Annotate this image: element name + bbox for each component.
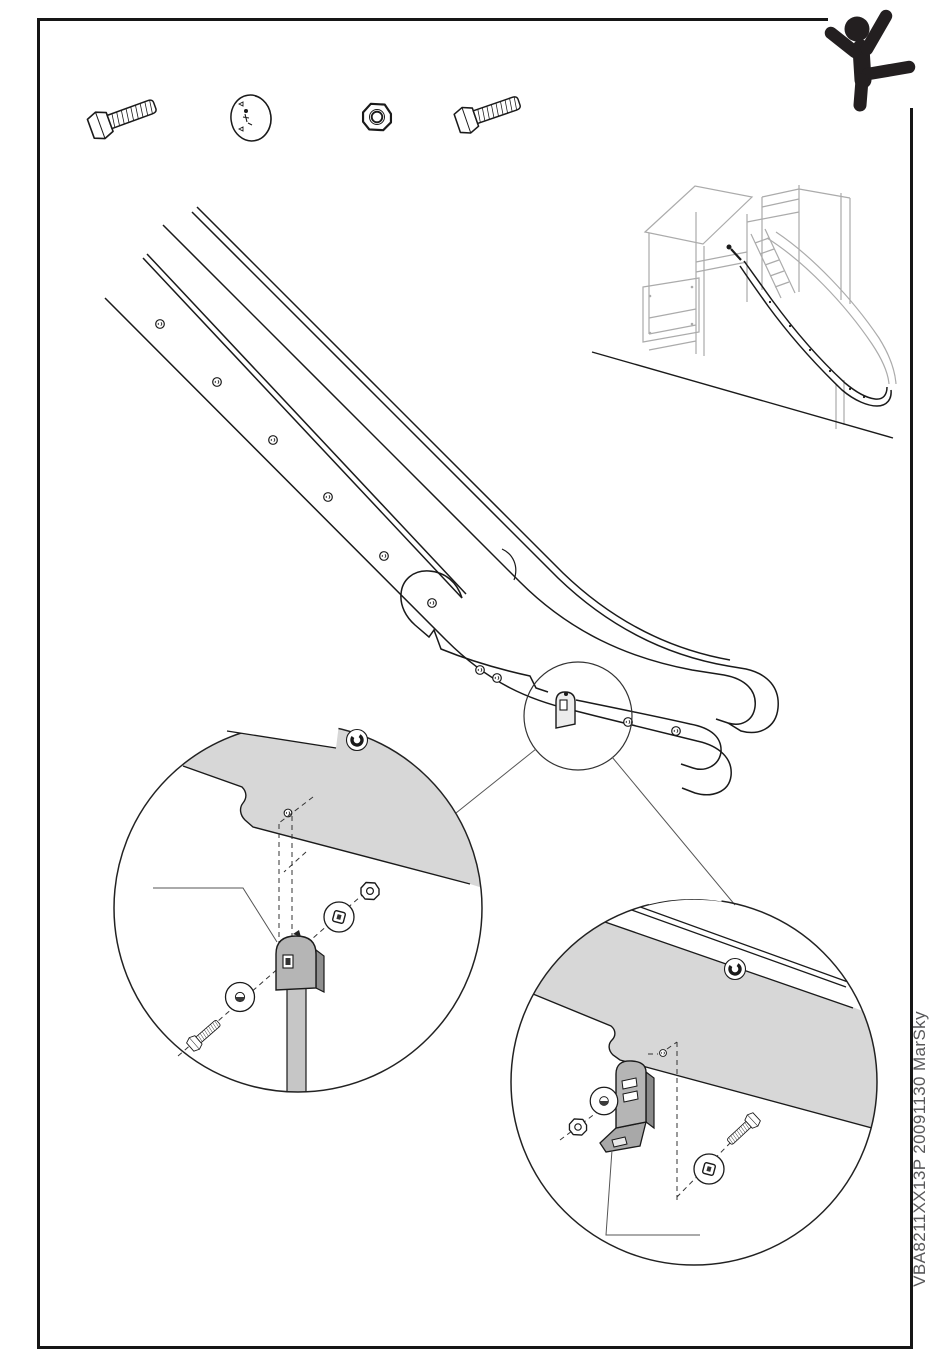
bracket-leader	[153, 888, 277, 942]
detail-right-l-bracket	[480, 896, 900, 1265]
hex-bolt-icon	[453, 89, 523, 136]
hex-bolt-icon	[86, 92, 159, 142]
hex-bolt-icon	[185, 1017, 223, 1053]
bracket-leader	[606, 1150, 700, 1235]
dome-washer-icon	[226, 983, 255, 1012]
page-border	[39, 20, 912, 1348]
hex-bolt-icon	[724, 1111, 762, 1148]
overview-thumbnail	[592, 185, 896, 438]
square-hole-washer-icon	[324, 902, 354, 932]
callout-leader-left	[456, 749, 536, 813]
rail-bracket-tab	[556, 692, 575, 728]
document-code: VBA8211XX13P 20091130 MarSky	[910, 1011, 929, 1287]
lock-nut-icon	[363, 104, 391, 130]
countersunk-hole	[347, 730, 368, 751]
lock-nut-icon	[569, 1119, 586, 1135]
dome-cap-icon	[228, 92, 274, 143]
rail-holes	[156, 320, 681, 736]
kompan-logo-icon	[831, 16, 909, 105]
detail-left-post-bracket	[114, 680, 520, 1108]
panel-hole	[660, 1050, 667, 1057]
square-hole-washer-icon	[694, 1154, 724, 1184]
callout-leader-right	[612, 757, 735, 905]
dome-washer-icon	[590, 1087, 618, 1115]
countersunk-hole	[725, 959, 746, 980]
hardware-row	[86, 89, 523, 143]
bracket	[276, 930, 324, 992]
callout-circle	[524, 662, 632, 770]
main-slide-rail-view	[105, 207, 778, 795]
mounting-post	[287, 988, 306, 1108]
lock-nut-icon	[361, 883, 379, 900]
